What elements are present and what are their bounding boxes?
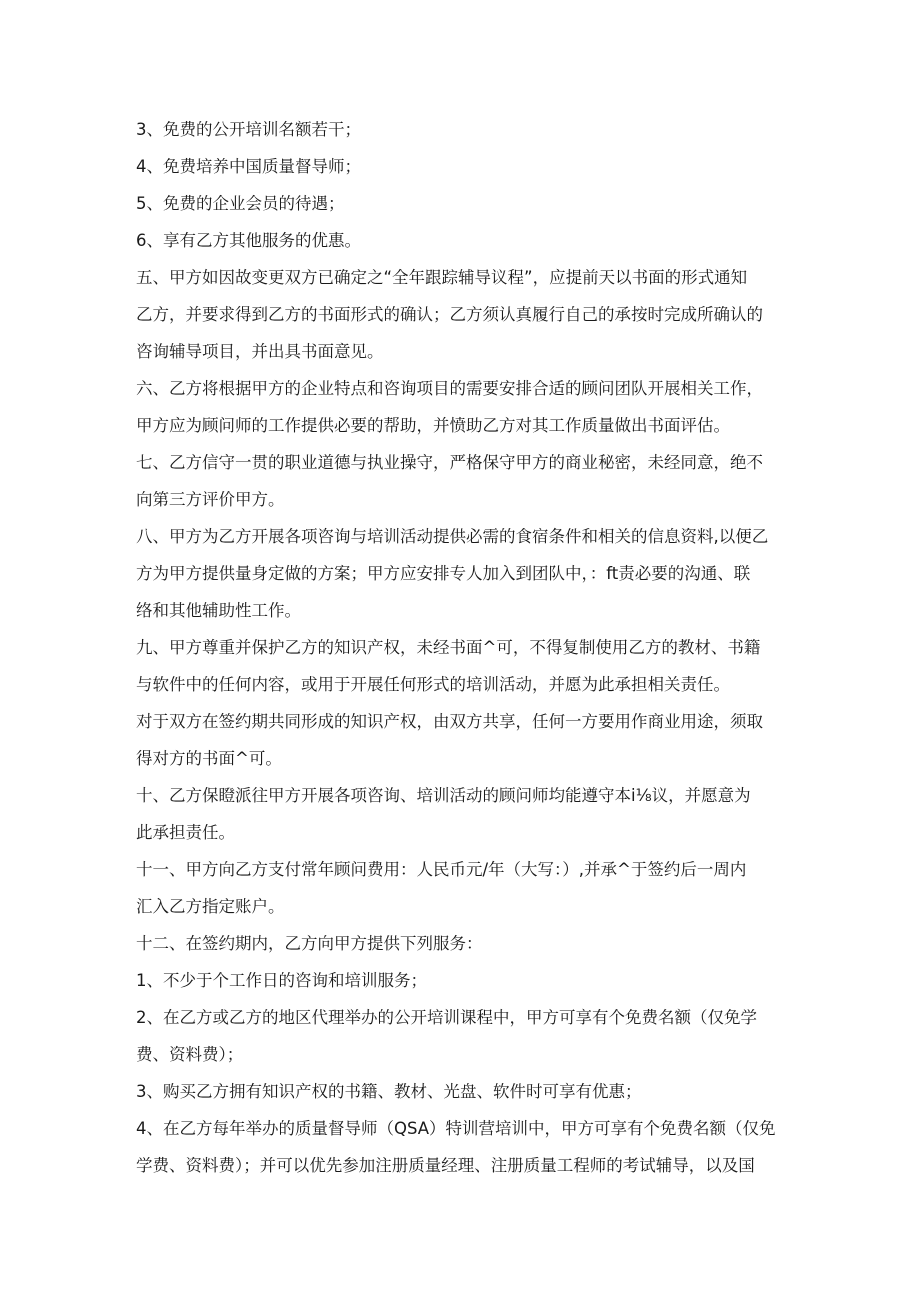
- text-line: 八、甲方为乙方开展各项咨询与培训活动提供必需的食宿条件和相关的信息资料,以便乙: [136, 527, 769, 546]
- text-line: 七、乙方信守一贯的职业道德与执业操守，严格保守甲方的商业秘密，未经同意，绝不: [136, 453, 763, 472]
- text-line: 费、资料费）；: [136, 1045, 244, 1064]
- text-line: 九、甲方尊重并保护乙方的知识产权，未经书面^可，不得复制使用乙方的教材、书籍: [136, 638, 761, 657]
- text-line: 向第三方评价甲方。: [136, 490, 285, 509]
- text-line: 十二、在签约期内，乙方向甲方提供下列服务：: [136, 934, 483, 953]
- text-line: 6、享有乙方其他服务的优惠。: [136, 231, 361, 250]
- text-line: 甲方应为顾问师的工作提供必要的帮助，并愤助乙方对其工作质量做出书面评估。: [136, 416, 730, 435]
- text-line: 3、免费的公开培训名额若干；: [136, 120, 361, 139]
- text-line: 学费、资料费）；并可以优先参加注册质量经理、注册质量工程师的考试辅导，以及国: [136, 1156, 755, 1175]
- text-line: 络和其他辅助性工作。: [136, 601, 301, 620]
- text-line: 十一、甲方向乙方支付常年顾问费用：人民币元/年（大写：）,并承^于签约后一周内: [136, 860, 747, 879]
- text-line: 汇入乙方指定账户。: [136, 897, 285, 916]
- text-line: 5、免费的企业会员的待遇；: [136, 194, 345, 213]
- text-line: 2、在乙方或乙方的地区代理举办的公开培训课程中，甲方可享有个免费名额（仅免学: [136, 1008, 757, 1027]
- text-line: 此承担责任。: [136, 823, 235, 842]
- text-line: 4、在乙方每年举办的质量督导师（QSA）特训营培训中，甲方可享有个免费名额（仅免: [136, 1119, 776, 1138]
- document-page: [136, 116, 796, 1180]
- text-line: 得对方的书面^可。: [136, 749, 282, 768]
- text-line: 十、乙方保瞪派往甲方开展各项咨询、培训活动的顾问师均能遵守本i⅛议，并愿意为: [136, 786, 751, 805]
- text-line: 方为甲方提供量身定做的方案；甲方应安排专人加入到团队中，：ft责必要的沟通、联: [136, 564, 751, 583]
- text-line: 与软件中的任何内容，或用于开展任何形式的培训活动，并愿为此承担相关责任。: [136, 675, 730, 694]
- text-line: 3、购买乙方拥有知识产权的书籍、教材、光盘、软件时可享有优惠；: [136, 1082, 642, 1101]
- text-line: 咨询辅导项目，并出具书面意见。: [136, 342, 384, 361]
- text-line: 4、免费培养中国质量督导师；: [136, 157, 361, 176]
- text-line: 对于双方在签约期共同形成的知识产权，由双方共享，任何一方要用作商业用途，须取: [136, 712, 763, 731]
- text-line: 六、乙方将根据甲方的企业特点和咨询项目的需要安排合适的顾问团队开展相关工作，: [136, 379, 763, 398]
- text-line: 五、甲方如因故变更双方已确定之“全年跟踪辅导议程”，应提前天以书面的形式通知: [136, 268, 748, 287]
- text-line: 1、不少于个工作日的咨询和培训服务；: [136, 971, 427, 990]
- text-line: 乙方，并要求得到乙方的书面形式的确认；乙方须认真履行自己的承按时完成所确认的: [136, 305, 763, 324]
